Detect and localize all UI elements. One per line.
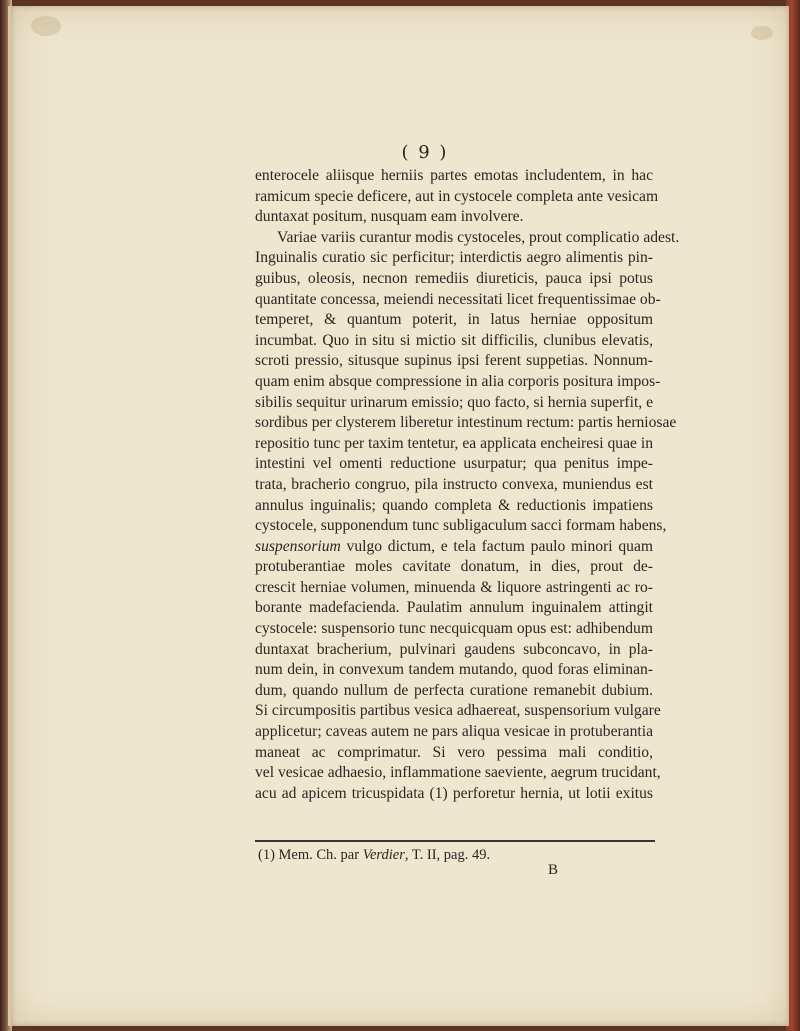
text-line: intestini vel omenti reductione usurpatur; qua penitus impe- (255, 455, 653, 473)
text-line: cystocele, supponendum tunc subligaculum sacci formam habens, (255, 517, 667, 535)
text-line: sordibus per clysterem liberetur intestinum rectum: partis herniosae (255, 414, 677, 432)
footnote (258, 847, 638, 864)
text-line: duntaxat positum, nusquam eam involvere. (255, 208, 524, 226)
text-line: borante madefacienda. Paulatim annulum inguinalem attingit (255, 599, 653, 617)
text-line: crescit herniae volumen, minuenda & liquore astringenti ac ro- (255, 578, 653, 596)
text-line: quantitate concessa, meiendi necessitati licet frequentissimae ob- (255, 290, 661, 308)
foxing-stain (31, 16, 61, 36)
text-line: num dein, in convexum tandem mutando, quod foras eliminan- (255, 661, 653, 679)
text-line: protuberantiae moles cavitate donatum, in dies, prout de- (255, 558, 653, 576)
text-line: acu ad apicem tricuspidata (1) perforetur hernia, ut lotii exitus (255, 784, 653, 802)
text-line: Variae variis curantur modis cystoceles, prout complicatio adest. (277, 228, 680, 246)
text-line: temperet, & quantum poterit, in latus herniae oppositum (255, 311, 653, 329)
footnote-author: Verdier (362, 847, 405, 863)
text-line: maneat ac comprimatur. Si vero pessima mali conditio, (255, 743, 653, 761)
text-line: cystocele: suspensorio tunc necquicquam opus est: adhibendum (255, 620, 653, 638)
text-line: Inguinalis curatio sic perficitur; interdictis aegro alimentis pin- (255, 249, 653, 267)
page-number-header: ( 9 ) (401, 142, 449, 163)
text-line: trata, bracherio congruo, pila instructo convexa, muniendus est (255, 475, 653, 493)
footnote-tail: , T. II, pag. 49. (404, 847, 491, 863)
text-line: Si circumpositis partibus vesica adhaereat, suspensorium vulgare (255, 702, 661, 720)
footnote-lead: (1) Mem. Ch. par (258, 847, 363, 863)
text-line: duntaxat bracherium, pulvinari gaudens subconcavo, in pla- (255, 640, 653, 658)
text-line: sibilis sequitur urinarum emissio; quo facto, si hernia superfit, e (255, 393, 653, 411)
text-line: incumbat. Quo in situ si mictio sit difficilis, clunibus elevatis, (255, 331, 653, 349)
text-line: annulus inguinalis; quando completa & reductionis impatiens (255, 496, 653, 514)
text-line: repositio tunc per taxim tentetur, ea applicata encheiresi quae in (255, 434, 653, 452)
body-text (255, 166, 680, 804)
text-line: dum, quando nullum de perfecta curatione remanebit dubium. (255, 681, 653, 699)
text-line: suspensorium vulgo dictum, e tela factum paulo minori quam (255, 537, 653, 555)
text-line: quam enim absque compressione in alia corporis positura impos- (255, 372, 661, 390)
text-line: ramicum specie deficere, aut in cystocele completa ante vesicam (255, 187, 659, 205)
signature-mark: B (548, 862, 559, 878)
text-line: scroti pressio, situsque supinus ipsi ferent suppetias. Nonnum- (255, 352, 653, 370)
footnote-rule (255, 840, 655, 842)
text-line: guibus, oleosis, necnon remediis diureticis, pauca ipsi potus (255, 269, 653, 287)
text-line: applicetur; caveas autem ne pars aliqua vesicae in protuberantia (255, 723, 653, 741)
foxing-stain (751, 26, 773, 40)
text-line: vel vesicae adhaesio, inflammatione saeviente, aegrum trucidant, (255, 764, 661, 782)
text-line: enterocele aliisque herniis partes emotas includentem, in hac (255, 167, 653, 184)
